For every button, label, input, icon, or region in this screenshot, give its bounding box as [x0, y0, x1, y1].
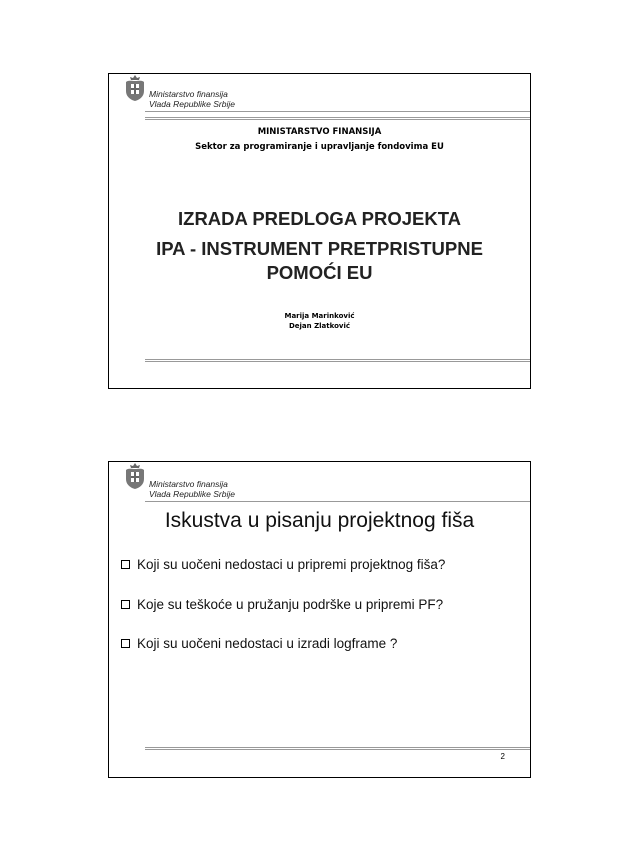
slide-2	[108, 461, 531, 778]
bullet-text: Koji su uočeni nedostaci u izradi logframe ?	[137, 636, 398, 651]
slide-1	[108, 73, 531, 389]
checkbox-bullet-icon	[121, 639, 130, 648]
slide-title: Iskustva u pisanju projektnog fiša	[164, 509, 475, 532]
coat-of-arms-icon	[124, 74, 146, 102]
coat-of-arms-icon	[124, 462, 146, 490]
author-name: Marija Marinković	[284, 312, 355, 320]
ministry-name: Ministarstvo finansija	[149, 89, 228, 99]
header-divider	[145, 501, 530, 502]
header-double-divider	[145, 117, 530, 120]
bullet-item	[121, 556, 445, 574]
bullet-text: Koje su teškoće u pružanju podrške u pripremi PF?	[137, 597, 444, 612]
presentation-title-line-2: IPA - INSTRUMENT PRETPRISTUPNE	[156, 238, 483, 259]
ministry-heading: MINISTARSTVO FINANSIJA	[257, 127, 382, 137]
ministry-label	[149, 89, 235, 109]
footer-double-divider	[145, 359, 530, 362]
author-name: Dejan Zlatković	[288, 322, 351, 330]
page-number: 2	[500, 752, 505, 761]
ministry-name: Ministarstvo finansija	[149, 479, 228, 489]
presentation-title-line-3: POMOĆI EU	[266, 262, 373, 283]
government-name: Vlada Republike Srbije	[149, 99, 235, 109]
sector-heading: Sektor za programiranje i upravljanje fondovima EU	[195, 142, 444, 152]
header-divider	[145, 111, 530, 112]
government-name: Vlada Republike Srbije	[149, 489, 235, 499]
checkbox-bullet-icon	[121, 600, 130, 609]
bullet-item	[121, 596, 443, 614]
bullet-item	[121, 635, 397, 653]
footer-double-divider	[145, 747, 530, 750]
presentation-title-line-1: IZRADA PREDLOGA PROJEKTA	[178, 208, 461, 229]
bullet-text: Koji su uočeni nedostaci u pripremi projektnog fiša?	[137, 557, 446, 572]
checkbox-bullet-icon	[121, 560, 130, 569]
ministry-label	[149, 479, 235, 499]
